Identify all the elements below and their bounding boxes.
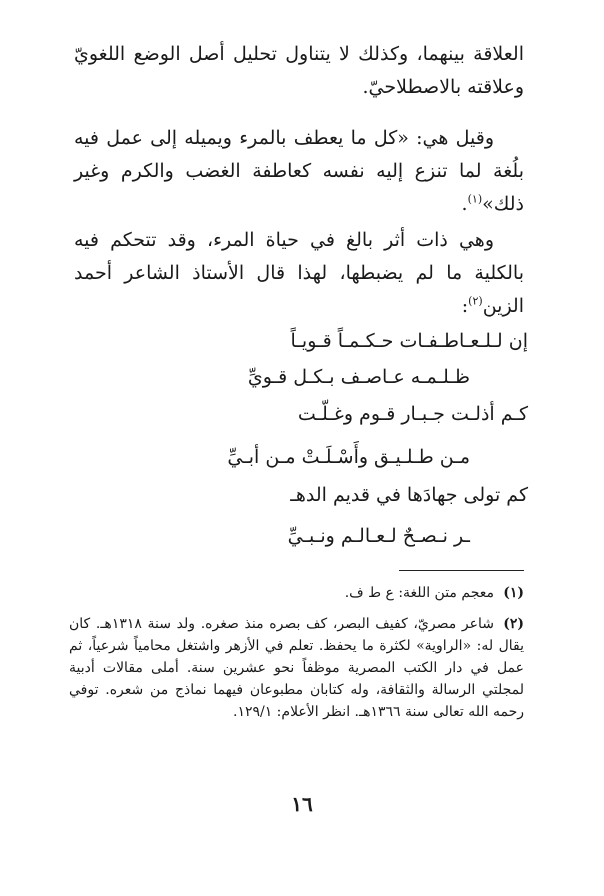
verse-line-1: إن لـلـعـاطـفـات حـكـمـاً قـويـاً [290, 330, 528, 352]
footnote-2-number: (٢) [503, 616, 524, 632]
verse-line-2: ظـلـمـه عـاصـف بـكـل قـويِّ [247, 366, 470, 388]
paragraph-2 [74, 122, 524, 221]
footnote-1-text: معجم متن اللغة: ع ط ف. [344, 585, 494, 601]
footnote-separator [399, 570, 524, 571]
paragraph-1 [74, 38, 524, 104]
verse-line-6: ـر نـصـحٌ لـعـالـم ونـبـيِّ [287, 525, 470, 547]
verse-line-5: كم تولى جهادَها في قديم الدهـ [290, 484, 528, 506]
footnote-1-number: (١) [503, 585, 524, 601]
paragraph-2-text: وقيل هي: «كل ما يعطف بالمرء ويميله إلى عمل فيه بلُغة لما تنزع إليه نفسه كعاطفة الغضب والكرم وغير ذلك» [74, 127, 524, 215]
verse-line-3: كـم أذلـت جـبـار قـوم وغـلّـت [297, 403, 528, 425]
page-number: ١٦ [291, 792, 313, 816]
footnote-ref-1: (١) [467, 192, 483, 206]
footnote-2 [69, 613, 524, 723]
footnote-1 [69, 582, 524, 604]
paragraph-1-text: العلاقة بينهما، وكذلك لا يتناول تحليل أصل الوضع اللغويّ وعلاقته بالاصطلاحيّ. [74, 43, 524, 98]
paragraph-2-end: . [461, 193, 468, 215]
footnote-2-text: شاعر مصريّ، كفيف البصر، كف بصره منذ صغره. ولد سنة ١٣١٨هـ. كان يقال له: «الراوية» لكثرة ما يحفظ. تعلم في الأزهر واشتغل محامياً شرعياً، ثم عمل في دار الكتب المصرية موظفاً نحو عشرين سنة. أملى مقالات أدبية لمجلتي الرسالة والثقافة، وله كتابان مطبوعان فيهما نماذج من شعره. توفي رحمه الله تعالى سنة ١٣٦٦هـ. انظر الأعلام: ١٢٩/١. [69, 616, 524, 720]
footnote-ref-2: (٢) [468, 294, 483, 308]
paragraph-3-text: وهي ذات أثر بالغ في حياة المرء، وقد تتحكم فيه بالكلية ما لم يضبطها، لهذا قال الأستاذ الشاعر أحمد الزين [74, 229, 524, 317]
verse-line-4: مـن طـلـيـق وأَسْـلَـتْ مـن أبـيِّ [227, 446, 470, 468]
paragraph-3 [74, 224, 524, 323]
paragraph-3-end: : [461, 295, 469, 317]
